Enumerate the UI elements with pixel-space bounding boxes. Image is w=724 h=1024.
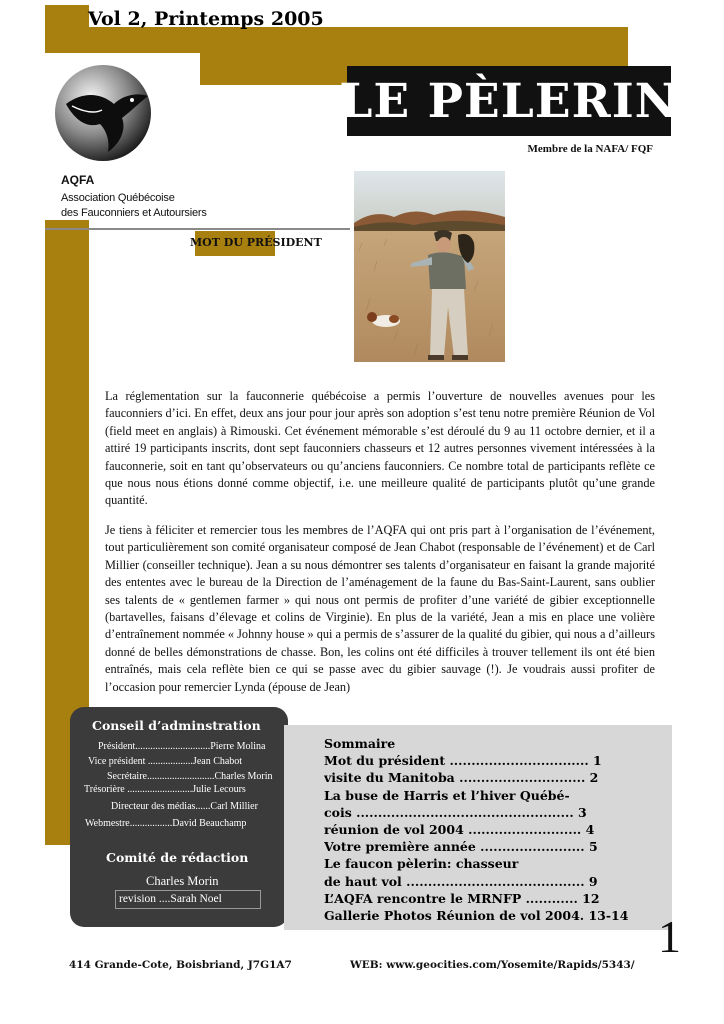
article-paragraph-2: Je tiens à féliciter et remercier tous les membres de l’AQFA qui ont pris part à l’organisation de l’événement, tout particulièrement son comité organisateur composé de Jean Chabot (responsable de l’événement) et de Carl Millier (conseiller technique). Jean a su nous démontrer ses talents d’organisateur en faisant la grande majorité des ententes avec le bureau de la Direction de l’aménagement de la faune du Bas-Saint-Laurent, sans oublier ses talents de « gentlemen farmer » qui nous ont permis de profiter d’une variété de gibier exceptionnelle (bartavelles, faisans d’élevage et colins de Virginie). En plus de la variété, Jean a mis en place une volière d’entraînement nommée « Johnny house » qui a permis de s’assurer de la qualité du gibier, qui nous a d’ailleurs donné de belles démonstrations de chasse. Bon, les colins ont été difficiles à trouver tellement ils ont été bien entraînés, mais cela reflète bien ce qui se passe avec du gibier sauvage (!). Je voudrais aussi profiter de l’occasion pour remercier Lynda (épouse de Jean) (105, 523, 655, 694)
board-of-directors-box (70, 707, 288, 927)
section-title: MOT DU PRÉSIDENT (190, 236, 322, 249)
summary-item: réunion de vol 2004 .......................... 4 (324, 822, 595, 838)
summary-item: L’AQFA rencontre le MRNFP ............ 12 (324, 890, 600, 906)
board-row-president: Président..............................Pierre Molina (98, 741, 266, 752)
editorial-committee-title: Comité de rédaction (106, 850, 249, 865)
org-name-line-2: des Fauconniers et Autoursiers (61, 207, 207, 219)
summary-item: Mot du président ................................ 1 (324, 753, 602, 769)
summary-item: Votre première année ........................ 5 (324, 839, 598, 855)
footer-address: 414 Grande-Cote, Boisbriand, J7G1A7 (69, 959, 292, 971)
article-paragraph-1: La réglementation sur la fauconnerie québécoise a permis l’ouverture de nouvelles avenues pour les fauconniers d’ici. En effet, deux ans jour pour jour après son adoption s’est tenu notre première Réunion de Vol (field meet en anglais) à Rimouski. Cet événement mémorable s’est déroulé du 9 au 11 octobre dernier, et il a attiré 19 participants inscrits, dont sept fauconniers chasseurs et 12 autres personnes vivement intéressées à la fauconnerie, soit en tant qu’observateurs ou qu’anciens fauconniers. Ce nombre total de participants reflète ce que nous nous étions donné comme objectif, i.e. une meilleure qualité de participants plutôt qu’une grande quantité. (105, 389, 655, 508)
page-number: 1 (658, 911, 681, 962)
falconer-photo (354, 171, 505, 362)
board-row-vice-president: Vice président ..................Jean Chabot (88, 756, 243, 767)
summary-item: visite du Manitoba ............................. 2 (324, 770, 599, 786)
org-name-line-1: Association Québécoise (61, 192, 175, 204)
board-title: Conseil d’adminstration (92, 718, 261, 733)
board-row-media-director: Directeur des médias......Carl Millier (111, 801, 258, 812)
falcon-logo-icon (52, 62, 154, 164)
board-row-treasurer: Trésorière ..........................Julie Lecours (84, 784, 246, 795)
summary-item: de haut vol ......................................... 9 (324, 873, 598, 889)
summary-item: La buse de Harris et l’hiver Québé- (324, 787, 570, 803)
divider (45, 228, 350, 230)
editor-name: Charles Morin (146, 874, 219, 888)
summary-item: cois .................................................. 3 (324, 804, 587, 820)
summary-item: Le faucon pèlerin: chasseur (324, 856, 519, 872)
issue-label: Vol 2, Printemps 2005 (88, 8, 324, 30)
summary-item: Gallerie Photos Réunion de vol 2004. 13-14 (324, 908, 629, 924)
membership-label: Membre de la NAFA/ FQF (527, 143, 653, 155)
footer-website: WEB: www.geocities.com/Yosemite/Rapids/5343/ (350, 959, 635, 971)
summary-title: Sommaire (324, 736, 396, 751)
revision-credit: revision ....Sarah Noel (115, 890, 261, 909)
table-of-contents (284, 725, 672, 930)
org-abbreviation: AQFA (61, 173, 95, 187)
masthead-title: LE PÈLERIN (347, 66, 671, 136)
board-row-webmaster: Webmestre.................David Beauchamp (85, 818, 247, 829)
board-row-secretary: Secrétaire...........................Charles Morin (107, 771, 273, 782)
